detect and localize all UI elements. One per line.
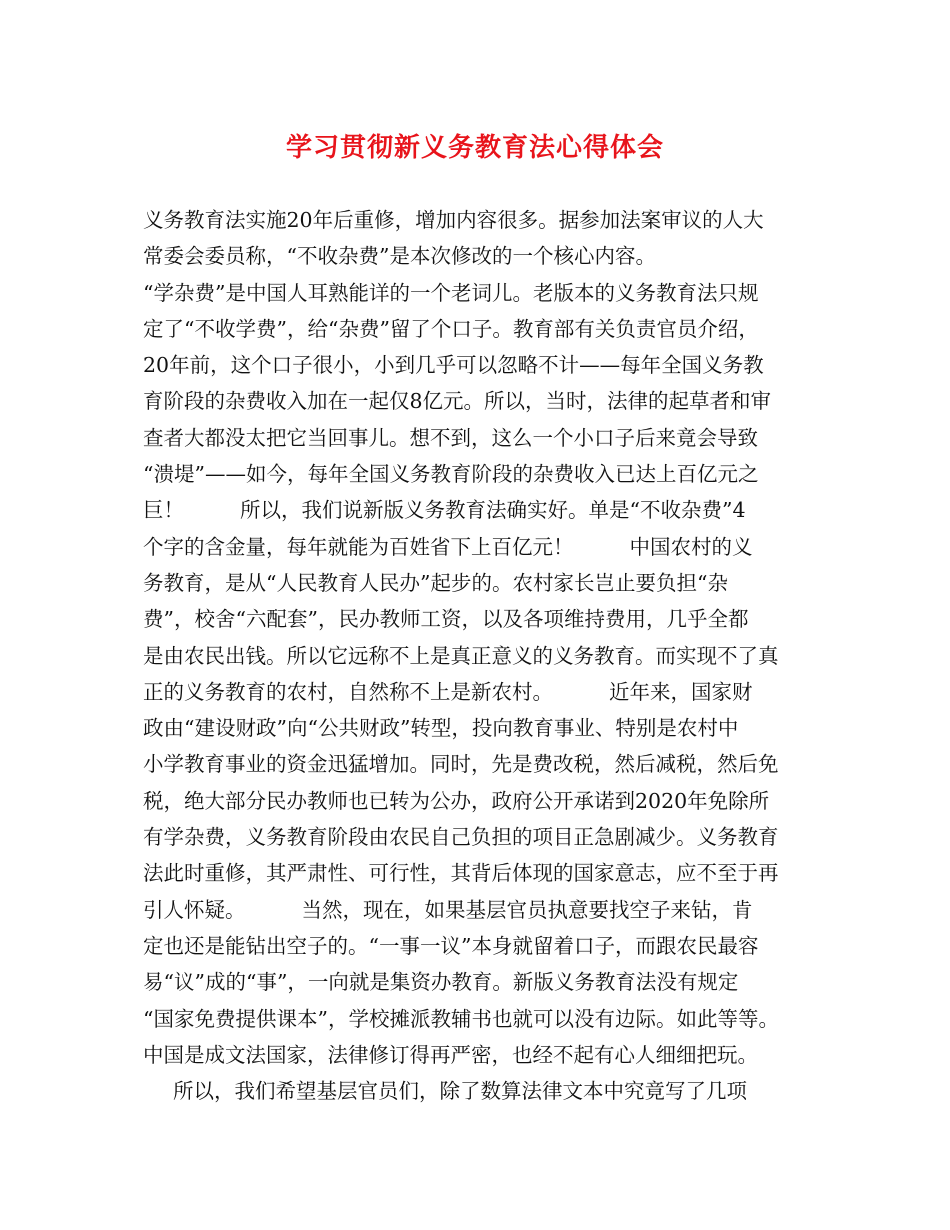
paragraph-line: 税，绝大部分民办教师也已转为公办，政府公开承诺到2020年免除所 — [143, 788, 770, 813]
paragraph-line: 个字的含金量，每年就能为百姓省下上百亿元！ 中国农村的义 — [143, 534, 753, 559]
paragraph-line: 务教育，是从“人民教育人民办”起步的。农村家长岂止要负担“杂 — [143, 570, 728, 595]
paragraph-line: 定也还是能钻出空子的。“一事一议”本身就留着口子，而跟农民最容 — [143, 933, 759, 958]
paragraph-line: 义务教育法实施20年后重修，增加内容很多。据参加法案审议的人大 — [143, 208, 764, 232]
paragraph-line: 易“议”成的“事”，一向就是集资办教育。新版义务教育法没有规定 — [143, 970, 739, 995]
paragraph-line: 定了“不收学费”，给“杂费”留了个口子。教育部有关负责官员介绍， — [143, 316, 759, 341]
paragraph-line: 政由“建设财政”向“公共财政”转型，投向教育事业、特别是农村中 — [143, 716, 739, 741]
paragraph-line: 常委会委员称，“不收杂费”是本次修改的一个核心内容。 — [143, 244, 656, 269]
paragraph-line: 育阶段的杂费收入加在一起仅8亿元。所以，当时，法律的起草者和审 — [143, 389, 772, 414]
paragraph-line: 费”，校舍“六配套”，民办教师工资，以及各项维持费用，几乎全都 — [143, 607, 749, 632]
paragraph-line: 小学教育事业的资金迅猛增加。同时，先是费改税，然后减税，然后免 — [143, 752, 779, 777]
paragraph-line: 中国是成文法国家，法律修订得再严密，也经不起有心人细细把玩。 — [143, 1042, 758, 1067]
paragraph-line: 法此时重修，其严肃性、可行性，其背后体现的国家意志，应不至于再 — [143, 861, 779, 886]
paragraph-line: 查者大都没太把它当回事儿。想不到，这么一个小口子后来竟会导致 — [143, 425, 758, 450]
paragraph-line: 巨！ 所以，我们说新版义务教育法确实好。单是“不收杂费”4 — [143, 498, 746, 523]
paragraph-line: “溃堤”——如今，每年全国义务教育阶段的杂费收入已达上百亿元之 — [143, 462, 759, 487]
paragraph-line: “学杂费”是中国人耳熟能详的一个老词儿。老版本的义务教育法只规 — [143, 280, 759, 305]
paragraph-line: “国家免费提供课本”，学校摊派教辅书也就可以没有边际。如此等等。 — [143, 1006, 779, 1031]
paragraph-line: 正的义务教育的农村，自然称不上是新农村。 近年来，国家财 — [143, 679, 753, 704]
document-body — [143, 202, 813, 1109]
paragraph-line: 引人怀疑。 当然，现在，如果基层官员执意要找空子来钻，肯 — [143, 897, 753, 922]
document-title: 学习贯彻新义务教育法心得体会 — [285, 133, 664, 163]
paragraph-line: 有学杂费，义务教育阶段由农民自己负担的项目正急剧减少。义务教育 — [143, 825, 779, 850]
paragraph-line: 是由农民出钱。所以它远称不上是真正意义的义务教育。而实现不了真 — [143, 643, 779, 668]
paragraph-line: 20年前，这个口子很小，小到几乎可以忽略不计——每年全国义务教 — [143, 353, 764, 378]
paragraph-line: 所以，我们希望基层官员们，除了数算法律文本中究竟写了几项 — [173, 1079, 747, 1104]
